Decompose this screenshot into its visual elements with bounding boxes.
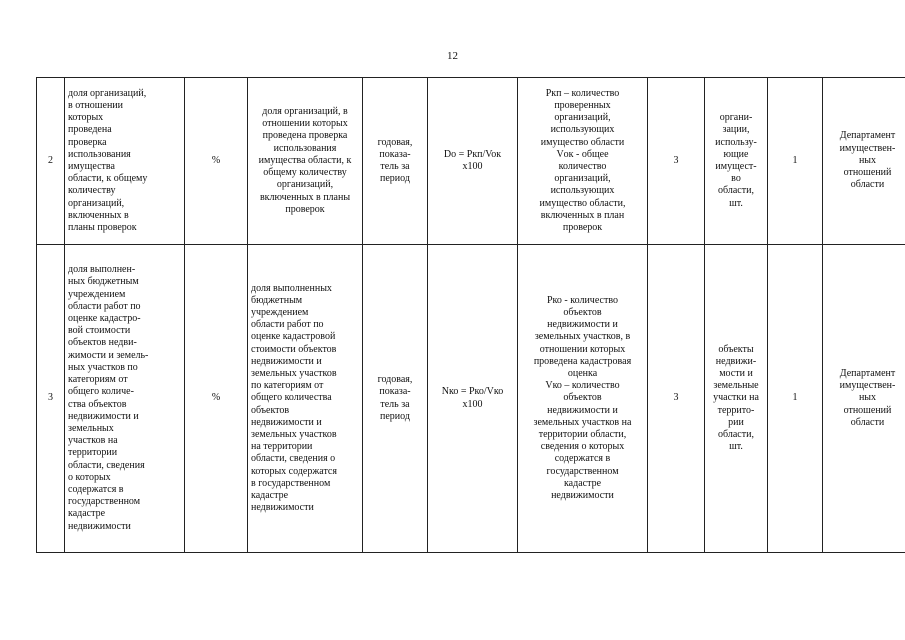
indicators-table — [36, 77, 905, 553]
method-code-cell: 3 — [648, 78, 705, 245]
unit-cell: % — [185, 245, 248, 553]
table-row — [37, 78, 905, 245]
indicator-definition: доля выполненных бюджетным учреждением области работ по оценке кадастровой стоимости объектов недвижимости и земельных участков по категориям от общего количества объектов недвижимости и земельных участков на территории области, сведения о которых содержатся в государственном кадастре недвижимости — [248, 245, 363, 553]
periodicity-cell: годовая, показа- тель за период — [363, 245, 428, 553]
object-cell: объекты недвижи- мости и земельные участки на террито- рии области, шт. — [705, 245, 768, 553]
unit-cell: % — [185, 78, 248, 245]
variables-cell: Рко - количество объектов недвижимости и земельных участков, в отношении которых проведена кадастровая оценка Vко – количество объектов недвижимости и земельных участков на территории области, сведения о которых содержатся в государственном кадастре недвижимости — [518, 245, 648, 553]
table-row — [37, 245, 905, 553]
method-code-cell: 3 — [648, 245, 705, 553]
indicator-definition: доля организаций, в отношении которых проведена проверка использования имущества области, к общему количеству организаций, включенных в планы проверок — [248, 78, 363, 245]
formula-cell: Do = Ркп/Voк x100 — [428, 78, 518, 245]
object-cell: органи- зации, использу- ющие имущест- во области, шт. — [705, 78, 768, 245]
coverage-code-cell: 1 — [768, 245, 823, 553]
indicator-name: доля организаций, в отношении которых проведена проверка использования имущества области, к общему количеству организаций, включенных в планы проверок — [65, 78, 185, 245]
indicator-name: доля выполнен- ных бюджетным учреждением области работ по оценке кадастро- вой стоимости объектов недви- жимости и земель- ных участков по категориям от общего количе- ства объектов недвижимости и земельных участков на территории области, сведения о которых содержатся в государственном кадастре недвижимости — [65, 245, 185, 553]
responsible-cell: Департамент имуществен- ных отношений области — [823, 78, 905, 245]
coverage-code-cell: 1 — [768, 78, 823, 245]
responsible-cell: Департамент имуществен- ных отношений области — [823, 245, 905, 553]
formula-cell: Nко = Рко/Vко x100 — [428, 245, 518, 553]
row-number: 3 — [37, 245, 65, 553]
periodicity-cell: годовая, показа- тель за период — [363, 78, 428, 245]
page-number: 12 — [447, 50, 458, 62]
variables-cell: Ркп – количество проверенных организаций, использующих имущество области Vок - общее количество организаций, использующих имущество области, включенных в план проверок — [518, 78, 648, 245]
row-number: 2 — [37, 78, 65, 245]
